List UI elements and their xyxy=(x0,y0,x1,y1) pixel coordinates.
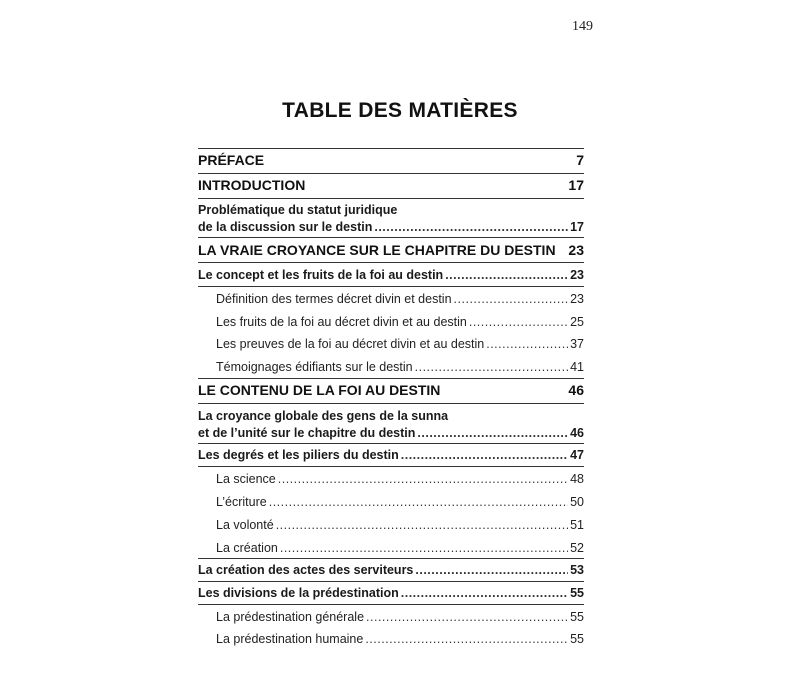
toc-label: La prédestination humaine xyxy=(216,632,364,646)
toc-section-label-line1: Problématique du statut juridique xyxy=(198,203,398,217)
toc-chapter-preface[interactable] xyxy=(198,153,584,167)
toc-label: La prédestination générale xyxy=(216,610,365,624)
toc-subsection-science[interactable] xyxy=(216,473,584,486)
toc-section-croyance-globale[interactable] xyxy=(198,427,584,440)
dot-leader xyxy=(415,564,568,577)
toc-subsection-temoignages[interactable] xyxy=(216,361,584,374)
dot-leader xyxy=(269,496,568,509)
dot-leader xyxy=(366,611,568,624)
toc-page: 23 xyxy=(570,268,584,282)
toc-page: 46 xyxy=(570,426,584,440)
toc-section-problematique[interactable] xyxy=(198,221,584,234)
toc-page: 55 xyxy=(570,586,584,600)
toc-page: 17 xyxy=(570,220,584,234)
divider xyxy=(198,148,584,149)
toc-page: 46 xyxy=(568,382,584,398)
toc-label: LE CONTENU DE LA FOI AU DESTIN xyxy=(198,382,441,398)
toc-page: 41 xyxy=(570,360,584,374)
toc-label: L’écriture xyxy=(216,495,267,509)
dot-leader xyxy=(278,473,568,486)
toc-label: et de l’unité sur le chapitre du destin xyxy=(198,426,416,440)
divider xyxy=(198,604,584,605)
toc-subsection-creation[interactable] xyxy=(216,542,584,555)
toc-label: La science xyxy=(216,472,276,486)
toc-chapter-vraie-croyance[interactable] xyxy=(198,243,584,257)
toc-page: 23 xyxy=(570,292,584,306)
toc-chapter-introduction[interactable] xyxy=(198,178,584,192)
toc-subsection-definition[interactable] xyxy=(216,293,584,306)
toc-label: Définition des termes décret divin et destin xyxy=(216,292,452,306)
toc-label: Les degrés et les piliers du destin xyxy=(198,448,399,462)
toc-page: 55 xyxy=(570,632,584,646)
toc-subsection-pred-humaine[interactable] xyxy=(216,633,584,646)
dot-leader xyxy=(486,338,568,351)
toc-page: 23 xyxy=(568,242,584,258)
toc-page: 52 xyxy=(570,541,584,555)
divider xyxy=(198,581,584,582)
toc-page: 47 xyxy=(570,448,584,462)
toc-section-creation-actes[interactable] xyxy=(198,564,584,577)
toc-label: Témoignages édifiants sur le destin xyxy=(216,360,413,374)
divider xyxy=(198,558,584,559)
toc-page: 37 xyxy=(570,337,584,351)
toc-label: Les fruits de la foi au décret divin et au destin xyxy=(216,315,467,329)
toc-section-concept[interactable] xyxy=(198,269,584,282)
toc-page: 17 xyxy=(568,177,584,193)
toc-label: La création xyxy=(216,541,278,555)
toc-page: 53 xyxy=(570,563,584,577)
divider xyxy=(198,378,584,379)
toc-page: 50 xyxy=(570,495,584,509)
divider xyxy=(198,466,584,467)
toc-page: 55 xyxy=(570,610,584,624)
dot-leader xyxy=(454,293,569,306)
dot-leader xyxy=(280,542,568,555)
divider xyxy=(198,198,584,199)
toc-chapter-contenu[interactable] xyxy=(198,383,584,397)
divider xyxy=(198,237,584,238)
toc-subsection-volonte[interactable] xyxy=(216,519,584,532)
toc-section-degres[interactable] xyxy=(198,449,584,462)
toc-page: 7 xyxy=(576,152,584,168)
toc-section-label-line1: La croyance globale des gens de la sunna xyxy=(198,409,449,423)
dot-leader xyxy=(276,519,568,532)
toc-subsection-preuves[interactable] xyxy=(216,338,584,351)
dot-leader xyxy=(415,361,568,374)
toc-page: 51 xyxy=(570,518,584,532)
toc-label: Les preuves de la foi au décret divin et au destin xyxy=(216,337,485,351)
toc-label: de la discussion sur le destin xyxy=(198,220,373,234)
toc-subsection-pred-generale[interactable] xyxy=(216,611,584,624)
toc-label: La création des actes des serviteurs xyxy=(198,563,414,577)
dot-leader xyxy=(445,269,568,282)
dot-leader xyxy=(417,427,568,440)
page-number: 149 xyxy=(572,19,593,34)
toc-label: LA VRAIE CROYANCE SUR LE CHAPITRE DU DESTIN xyxy=(198,242,556,258)
toc-subsection-fruits[interactable] xyxy=(216,316,584,329)
divider xyxy=(198,403,584,404)
divider xyxy=(198,286,584,287)
toc-label: PRÉFACE xyxy=(198,152,265,168)
toc-page: 48 xyxy=(570,472,584,486)
dot-leader xyxy=(469,316,568,329)
divider xyxy=(198,443,584,444)
dot-leader xyxy=(365,633,568,646)
toc-section-divisions[interactable] xyxy=(198,587,584,600)
toc-label: INTRODUCTION xyxy=(198,177,306,193)
divider xyxy=(198,173,584,174)
toc-label: La volonté xyxy=(216,518,274,532)
dot-leader xyxy=(401,587,568,600)
divider xyxy=(198,262,584,263)
toc-page: 25 xyxy=(570,315,584,329)
dot-leader xyxy=(401,449,568,462)
toc-label: Les divisions de la prédestination xyxy=(198,586,399,600)
dot-leader xyxy=(374,221,568,234)
toc-label: Le concept et les fruits de la foi au destin xyxy=(198,268,444,282)
page-title: TABLE DES MATIÈRES xyxy=(282,99,518,122)
toc-subsection-ecriture[interactable] xyxy=(216,496,584,509)
